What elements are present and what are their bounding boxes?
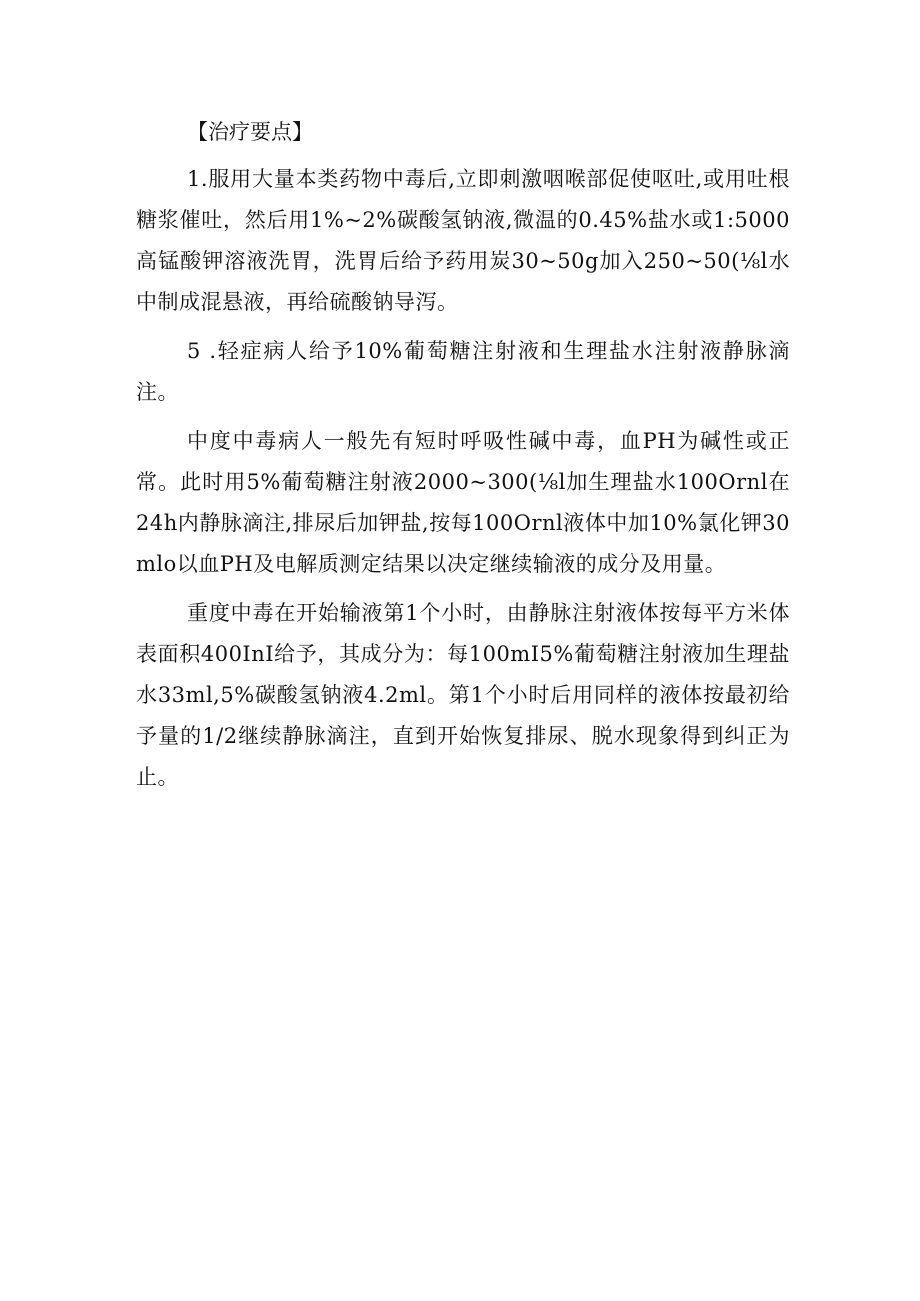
paragraph-mild-cases: 5 .轻症病人给予10%葡萄糖注射液和生理盐水注射液静脉滴注。 <box>136 339 790 404</box>
document-body <box>136 112 790 806</box>
paragraph-severe-poisoning: 重度中毒在开始输液第1个小时，由静脉注射液体按每平方米体表面积400InI给予，其成分为：每100mI5%葡萄糖注射液加生理盐水33ml,5%碳酸氢钠液4.2ml。第1个小时后用同样的液体按最初给予量的1/2继续静脉滴注，直到开始恢复排尿、脱水现象得到纠正为止。 <box>136 601 790 789</box>
section-heading: 【治疗要点】 <box>187 120 313 144</box>
paragraph-gastric-lavage: 1.服用大量本类药物中毒后,立即刺激咽喉部促使呕吐,或用吐根糖浆催吐，然后用1%~2%碳酸氢钠液,微温的0.45%盐水或1:5000高锰酸钾溶液洗胃，洗胃后给予药用炭30~50g加入250~50(⅛l水中制成混悬液，再给硫酸钠导泻。 <box>136 167 790 314</box>
paragraph-moderate-poisoning: 中度中毒病人一般先有短时呼吸性碱中毒，血PH为碱性或正常。此时用5%葡萄糖注射液2000~300(⅛l加生理盐水100Ornl在24h内静脉滴注,排尿后加钾盐,按每100Ornl液体中加10%氯化钾30mlo以血PH及电解质测定结果以决定继续输液的成分及用量。 <box>136 429 790 576</box>
